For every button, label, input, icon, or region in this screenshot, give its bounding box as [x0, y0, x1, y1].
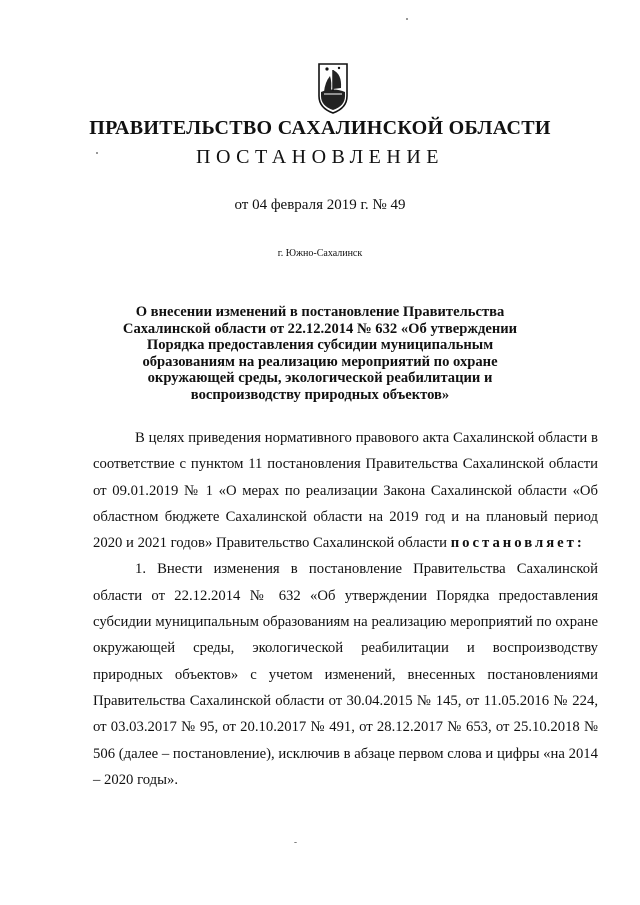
document-type: ПОСТАНОВЛЕНИЕ — [196, 146, 444, 168]
document-body — [93, 425, 598, 793]
document-date-number: от 04 февраля 2019 г. № 49 — [234, 197, 406, 213]
sakhalin-coat-of-arms-icon — [318, 62, 348, 114]
document-city: г. Южно-Сахалинск — [277, 248, 363, 259]
government-title: ПРАВИТЕЛЬСТВО САХАЛИНСКОЙ ОБЛАСТИ — [89, 117, 551, 139]
scan-speck — [294, 842, 297, 843]
scan-speck — [96, 152, 98, 154]
preamble-text: В целях приведения нормативного правового акта Сахалинской области в соответствие с пунктом 11 постановления Правительства Сахалинской области от 09.01.2019 № 1 «О мерах по реализации Закона Сахалинской области «Об областном бюджете Сахалинской области на 2019 год и на плановый период 2020 и 2021 годов» Правительство Сахалинской области — [93, 430, 598, 552]
preamble-paragraph — [93, 425, 598, 556]
resolves-word: постановляет: — [450, 535, 585, 552]
document-subject: О внесении изменений в постановление Правительства Сахалинской области от 22.12.2014 № 632 «Об утверждении Порядка предоставления субсидии муниципальным образованиям на реализацию мероприятий по охране окружающей среды, экологической реабилитации и воспроизводству природных объектов» — [122, 304, 518, 403]
scan-speck — [406, 18, 408, 20]
item-1-paragraph: 1. Внести изменения в постановление Правительства Сахалинской области от 22.12.2014 № 632 «Об утверждении Порядка предоставления субсидии муниципальным образованиям на реализацию мероприятий по охране окружающей среды, экологической реабилитации и воспроизводству природных объектов» с учетом изменений, внесенных постановлениями Правительства Сахалинской области от 30.04.2015 № 145, от 11.05.2016 № 224, от 03.03.2017 № 95, от 20.10.2017 № 491, от 28.12.2017 № 653, от 25.10.2018 № 506 (далее – постановление), исключив в абзаце первом слова и цифры «на 2014 – 2020 годы». — [93, 561, 598, 788]
